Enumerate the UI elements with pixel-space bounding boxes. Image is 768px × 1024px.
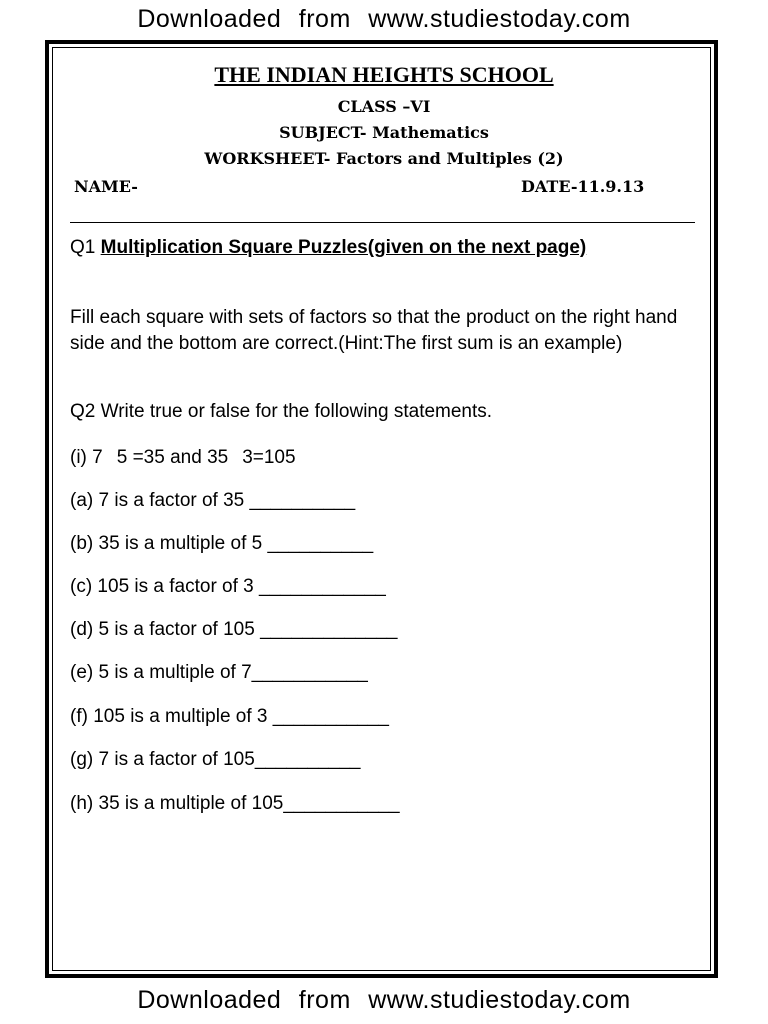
question-1-instructions: Fill each square with sets of factors so that the product on the right hand side and the bottom are correct.(Hint:The first sum is an example) bbox=[70, 307, 678, 354]
statement-h: (h) 35 is a multiple of 105___________ bbox=[70, 793, 400, 814]
question-1-number: Q1 bbox=[70, 237, 96, 258]
watermark-top: Downloaded from www.studiestoday.com bbox=[137, 5, 631, 33]
statement-a: (a) 7 is a factor of 35 __________ bbox=[70, 490, 356, 511]
class-heading: CLASS –VI bbox=[337, 97, 431, 116]
statement-f: (f) 105 is a multiple of 3 ___________ bbox=[70, 706, 389, 727]
school-name: THE INDIAN HEIGHTS SCHOOL bbox=[214, 62, 554, 87]
statement-b: (b) 35 is a multiple of 5 __________ bbox=[70, 533, 374, 554]
name-label: NAME- bbox=[74, 177, 138, 196]
question-1 bbox=[70, 235, 670, 261]
question-1-title: Multiplication Square Puzzles(given on the next page) bbox=[100, 237, 587, 258]
statement-d: (d) 5 is a factor of 105 _____________ bbox=[70, 619, 398, 640]
question-2-prompt: Q2 Write true or false for the following statements. bbox=[70, 401, 493, 422]
example-part-1: (i) 7 bbox=[70, 447, 103, 468]
header-divider bbox=[70, 222, 695, 223]
subject-heading: SUBJECT- Mathematics bbox=[279, 123, 489, 142]
question-2-example bbox=[70, 445, 296, 471]
date-label: DATE-11.9.13 bbox=[521, 177, 645, 196]
watermark-bottom: Downloaded from www.studiestoday.com bbox=[137, 986, 631, 1014]
statement-e: (e) 5 is a multiple of 7___________ bbox=[70, 662, 368, 683]
statement-c: (c) 105 is a factor of 3 ____________ bbox=[70, 576, 386, 597]
example-part-2: 5 =35 and 35 bbox=[116, 447, 229, 468]
example-part-3: 3=105 bbox=[242, 447, 296, 468]
worksheet-heading: WORKSHEET- Factors and Multiples (2) bbox=[204, 149, 564, 168]
statement-g: (g) 7 is a factor of 105__________ bbox=[70, 749, 361, 770]
